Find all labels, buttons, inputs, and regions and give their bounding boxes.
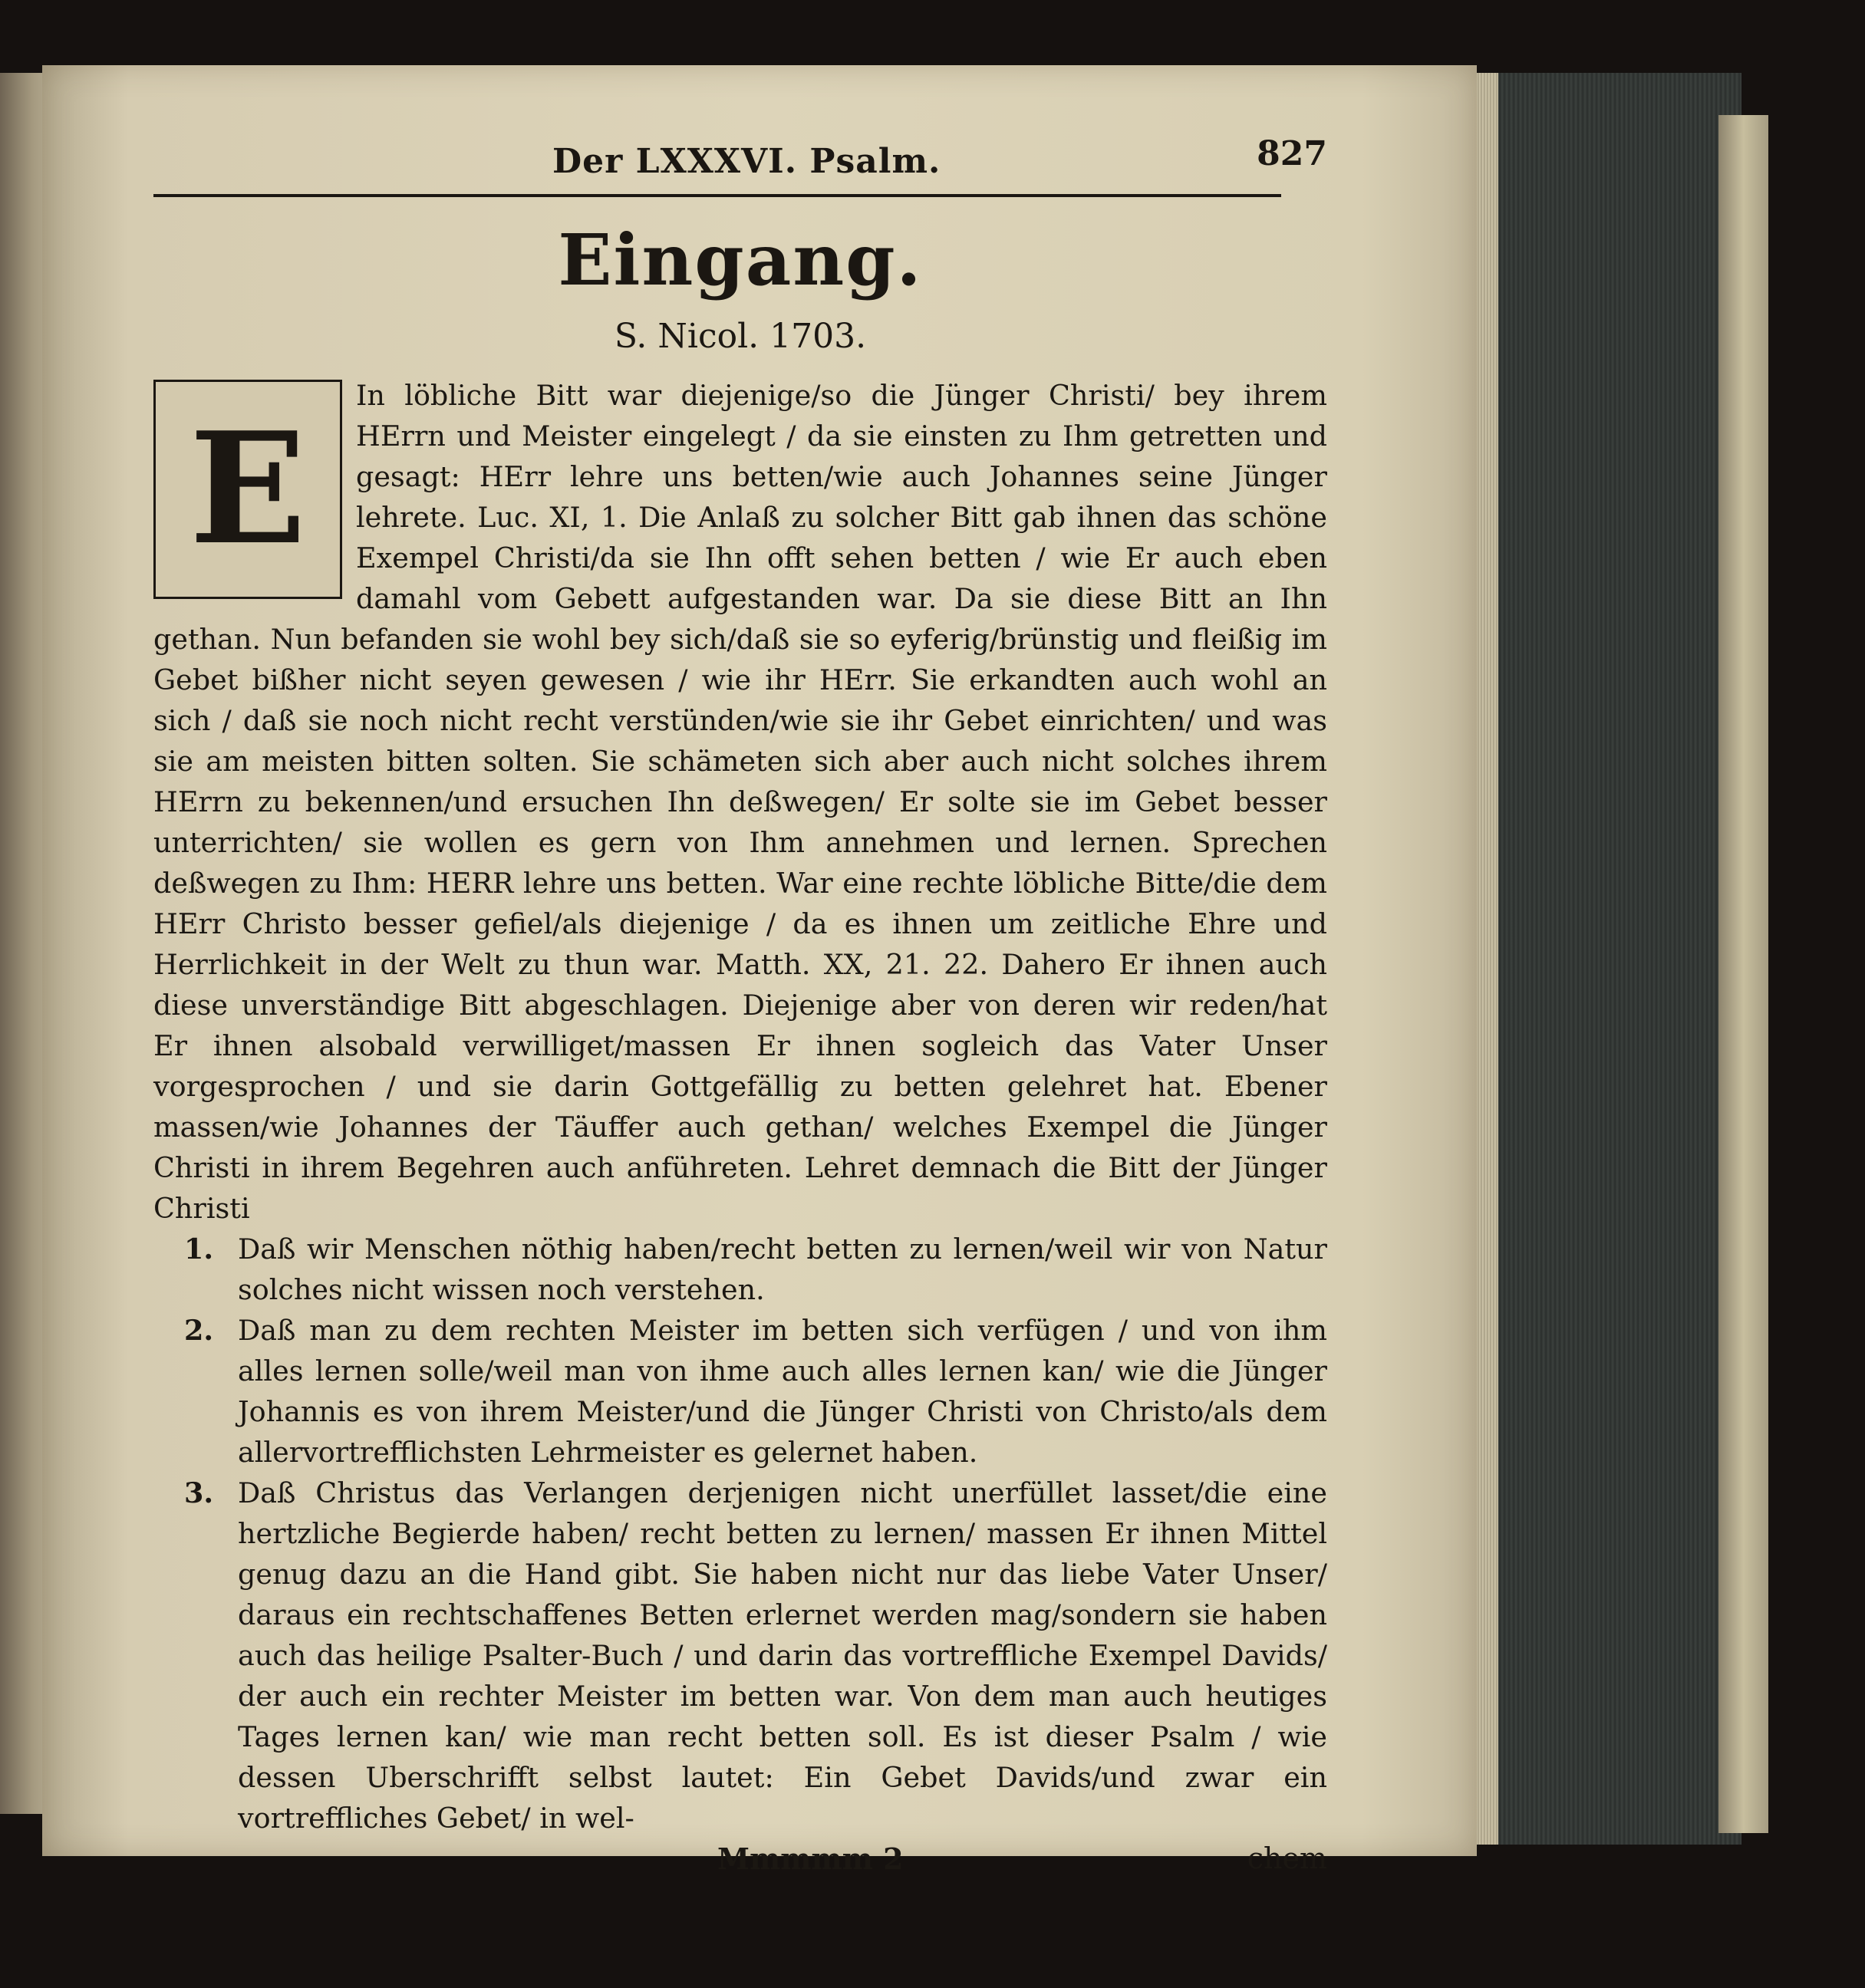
- list-number: 2.: [184, 1314, 214, 1347]
- list-item: [153, 1310, 1327, 1473]
- running-head: [153, 134, 1327, 196]
- page-number: 827: [1257, 134, 1327, 173]
- book-cover-edge: [1718, 115, 1768, 1833]
- catchword: chem: [1247, 1842, 1327, 1875]
- list-text: Daß man zu dem rechten Meister im betten sich verfügen / und von ihm alles lernen solle/weil man von ihme auch alles lernen kan/ wie die Jünger Johannis es von ihrem Meister/und die Jünger Christi von Christo/als dem allervortrefflichsten Lehrmeister es gelernet haben.: [238, 1314, 1327, 1469]
- page-footer: [153, 1842, 1327, 1888]
- head-rule: [153, 194, 1281, 197]
- section-heading: Eingang.: [558, 219, 923, 301]
- page-content: [153, 134, 1327, 1888]
- intro-paragraph: In löbliche Bitt war diejenige/so die Jünger Christi/ bey ihrem HErrn und Meister eingelegt / da sie einsten zu Ihm getretten und gesagt: HErr lehre uns betten/wie auch Johannes seine Jünger lehrete. Luc. XI, 1. Die Anlaß zu solcher Bitt gab ihnen das schöne Exempel Christi/da sie Ihn offt sehen betten / wie Er auch eben damahl vom Gebett aufgestanden war. Da sie diese Bitt an Ihn gethan. Nun befanden sie wohl bey sich/daß sie so eyferig/brünstig und fleißig im Gebet bißher nicht seyen gewesen / wie ihr HErr. Sie erkandten auch wohl an sich / daß sie noch nicht recht verstünden/wie sie ihr Gebet einrichten/ und was sie am meisten bitten solten. Sie schämeten sich aber auch nicht solches ihrem HErrn zu bekennen/und ersuchen Ihn deßwegen/ Er solte sie im Gebet besser unterrichten/ sie wollen es gern von Ihm annehmen und lernen. Sprechen deßwegen zu Ihm: HERR lehre uns betten. War eine rechte löbliche Bitte/die dem HErr Christo besser gefiel/als diejenige / da es ihnen um zeitliche Ehre und Herrlichkeit in der Welt zu thun war. Matth. XX, 21. 22. Dahero Er ihnen auch diese unverständige Bitt abgeschlagen. Diejenige aber von deren wir reden/hat Er ihnen alsobald verwilliget/massen Er ihnen sogleich das Vater Unser vorgesprochen / und sie darin Gottgefällig zu betten gelehret hat. Ebener massen/wie Johannes der Täuffer auch gethan/ welches Exempel die Jünger Christi in ihrem Begehren auch anführeten. Lehret demnach die Bitt der Jünger Christi: [153, 379, 1327, 1225]
- list-text: Daß Christus das Verlangen derjenigen nicht unerfüllet lasset/die eine hertzliche Begierde haben/ recht betten zu lernen/ massen Er ihnen Mittel genug dazu an die Hand gibt. Sie haben nicht nur das liebe Vater Unser/ daraus ein rechtschaffenes Betten erlernet werden mag/sondern sie haben auch das heilige Psalter-Buch / und darin das vortreffliche Exempel Davids/ der auch ein rechter Meister im betten war. Von dem man auch heutiges Tages lernen kan/ wie man recht betten soll. Es ist dieser Psalm / wie dessen Uberschrifft selbst lautet: Ein Gebet Davids/und zwar ein vortreffliches Gebet/ in wel-: [238, 1476, 1327, 1835]
- signature-mark: Mmmmm 2: [717, 1842, 904, 1876]
- list-item: [153, 1229, 1327, 1310]
- decorated-initial: E: [153, 380, 342, 599]
- book-fore-edge: [1477, 73, 1741, 1845]
- numbered-list: [153, 1229, 1327, 1838]
- body-text: [153, 375, 1327, 1838]
- list-number: 3.: [184, 1476, 214, 1509]
- list-text: Daß wir Menschen nöthig haben/recht betten zu lernen/weil wir von Natur solches nicht wissen noch verstehen.: [238, 1233, 1327, 1306]
- list-item: [153, 1473, 1327, 1838]
- list-number: 1.: [184, 1233, 214, 1266]
- dateline: S. Nicol. 1703.: [614, 317, 867, 356]
- running-head-title: Der LXXXVI. Psalm.: [552, 142, 941, 181]
